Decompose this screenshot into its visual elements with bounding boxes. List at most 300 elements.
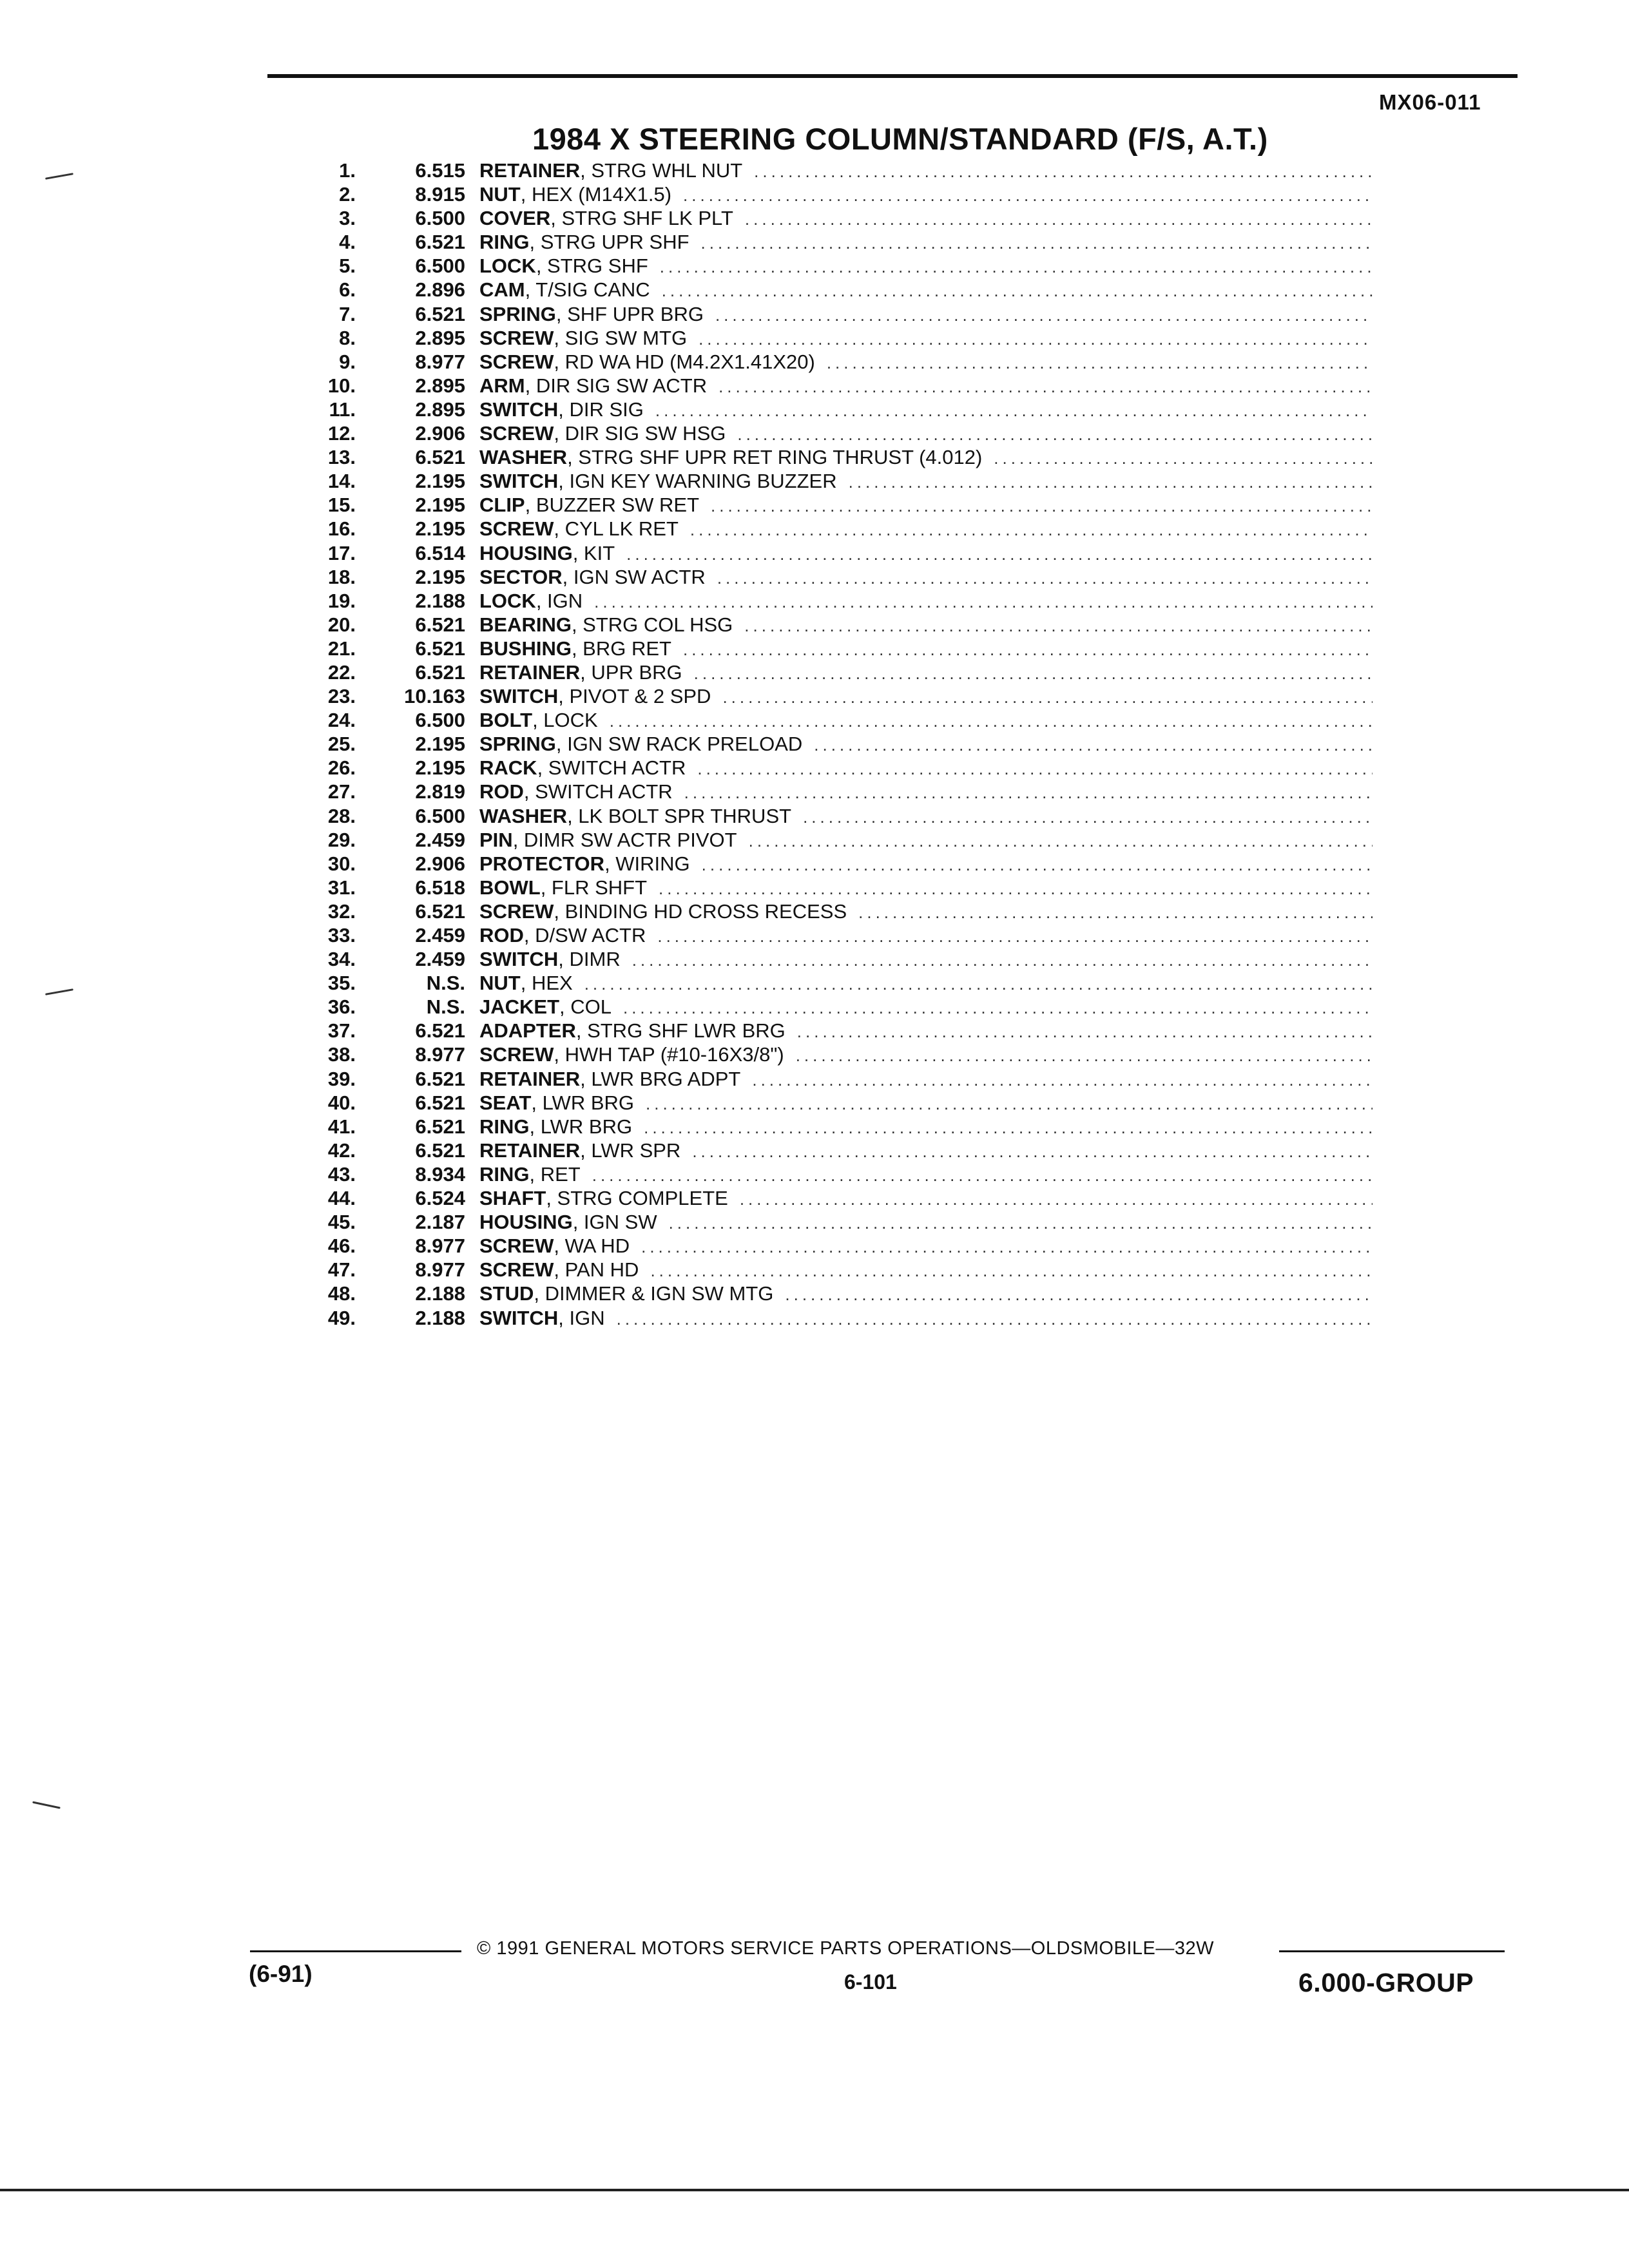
- part-detail: , LWR BRG: [531, 1091, 634, 1114]
- part-detail: , DIMMER & IGN SW MTG: [534, 1282, 774, 1305]
- group-label: 6.000-GROUP: [1298, 1968, 1474, 1997]
- part-name: SPRING: [479, 302, 556, 325]
- part-group-number: 2.195: [415, 470, 465, 493]
- part-description: [479, 613, 1373, 638]
- part-detail: , CYL LK RET: [554, 517, 679, 541]
- dot-leader: [740, 1187, 1373, 1211]
- part-name: NUT: [479, 183, 521, 206]
- part-index: 33.: [327, 924, 356, 947]
- revision-date: (6-91): [249, 1961, 313, 1987]
- dot-leader: [617, 1307, 1373, 1331]
- part-detail: , HEX: [520, 972, 573, 995]
- part-row: [316, 732, 1373, 756]
- part-description: [479, 828, 1373, 853]
- part-group-number: 2.895: [415, 374, 465, 397]
- part-detail: , PIVOT & 2 SPD: [558, 685, 711, 708]
- part-description: [479, 254, 1373, 279]
- part-detail: , IGN: [535, 589, 583, 612]
- dot-leader: [797, 1020, 1373, 1044]
- part-index: 24.: [327, 709, 356, 732]
- part-name: COVER: [479, 207, 551, 230]
- part-row: [316, 469, 1373, 493]
- part-description: [479, 923, 1373, 948]
- part-detail: , BUZZER SW RET: [525, 494, 700, 517]
- part-index: 37.: [327, 1019, 356, 1043]
- dot-leader: [711, 494, 1373, 518]
- part-name: RING: [479, 1115, 530, 1138]
- part-detail: , STRG WHL NUT: [580, 159, 743, 182]
- part-group-number: 10.163: [404, 685, 465, 708]
- part-description: [479, 684, 1373, 709]
- part-row: [316, 1186, 1373, 1210]
- part-row: [316, 493, 1373, 517]
- part-group-number: 2.195: [415, 756, 465, 780]
- part-row: [316, 852, 1373, 876]
- part-row: [316, 326, 1373, 350]
- part-description: [479, 326, 1373, 351]
- part-name: ROD: [479, 780, 524, 803]
- part-index: 48.: [327, 1282, 356, 1305]
- part-detail: , LWR SPR: [580, 1139, 681, 1162]
- part-row: [316, 947, 1373, 971]
- part-index: 20.: [327, 613, 356, 636]
- part-index: 44.: [327, 1187, 356, 1210]
- part-description: [479, 876, 1373, 901]
- part-index: 5.: [339, 255, 356, 278]
- part-row: [316, 1019, 1373, 1043]
- part-description: [479, 852, 1373, 877]
- part-name: PIN: [479, 828, 513, 851]
- part-group-number: 8.977: [415, 1043, 465, 1066]
- part-name: HOUSING: [479, 541, 573, 564]
- part-index: 34.: [327, 948, 356, 971]
- part-row: [316, 995, 1373, 1019]
- part-description: [479, 589, 1373, 614]
- part-row: [316, 1067, 1373, 1091]
- part-row: [316, 971, 1373, 995]
- dot-leader: [994, 447, 1373, 470]
- part-detail: , LWR BRG ADPT: [580, 1067, 741, 1090]
- dot-leader: [692, 1140, 1373, 1164]
- dot-leader: [745, 207, 1373, 231]
- part-group-number: 8.977: [415, 1235, 465, 1258]
- part-group-number: 6.514: [415, 541, 465, 564]
- part-name: ROD: [479, 924, 524, 947]
- part-detail: , SWITCH ACTR: [523, 780, 673, 803]
- part-description: [479, 182, 1373, 207]
- dot-leader: [849, 470, 1373, 494]
- document-id: MX06-011: [1379, 90, 1481, 114]
- part-group-number: 6.521: [415, 302, 465, 325]
- part-index: 42.: [327, 1139, 356, 1162]
- dot-leader: [683, 638, 1373, 662]
- part-name: SCREW: [479, 1258, 554, 1282]
- part-group-number: 6.521: [415, 446, 465, 469]
- part-name: RETAINER: [479, 660, 581, 684]
- part-name: RING: [479, 231, 530, 254]
- part-row: [316, 1115, 1373, 1139]
- part-row: [316, 1282, 1373, 1305]
- part-index: 7.: [339, 302, 356, 325]
- part-index: 26.: [327, 756, 356, 780]
- dot-leader: [632, 948, 1373, 972]
- part-name: RETAINER: [479, 1067, 581, 1090]
- part-name: SCREW: [479, 1235, 554, 1258]
- part-name: RETAINER: [479, 1139, 581, 1162]
- part-name: LOCK: [479, 589, 536, 612]
- part-row: [316, 708, 1373, 732]
- part-index: 36.: [327, 995, 356, 1019]
- part-description: [479, 1139, 1373, 1164]
- part-description: [479, 374, 1373, 399]
- dot-leader: [827, 351, 1373, 375]
- part-name: SCREW: [479, 1043, 554, 1066]
- part-description: [479, 230, 1373, 255]
- part-detail: , STRG COMPLETE: [546, 1187, 728, 1210]
- part-name: LOCK: [479, 255, 536, 278]
- part-row: [316, 804, 1373, 828]
- part-group-number: 2.188: [415, 589, 465, 612]
- dot-leader: [752, 1068, 1373, 1092]
- part-name: SWITCH: [479, 948, 559, 971]
- part-name: RACK: [479, 756, 537, 780]
- part-group-number: 6.521: [415, 660, 465, 684]
- part-index: 46.: [327, 1235, 356, 1258]
- part-group-number: N.S.: [426, 995, 465, 1019]
- dot-leader: [660, 255, 1373, 279]
- dot-leader: [646, 1092, 1373, 1116]
- part-index: 17.: [327, 541, 356, 564]
- part-detail: , WA HD: [554, 1235, 630, 1258]
- part-group-number: 8.915: [415, 183, 465, 206]
- part-row: [316, 1043, 1373, 1066]
- part-group-number: 2.195: [415, 494, 465, 517]
- part-index: 9.: [339, 350, 356, 373]
- footer-rule-right: [1279, 1950, 1505, 1952]
- dot-leader: [701, 231, 1373, 255]
- part-index: 1.: [339, 159, 356, 182]
- part-index: 13.: [327, 446, 356, 469]
- dot-leader: [715, 303, 1373, 327]
- part-name: WASHER: [479, 804, 568, 827]
- copyright-notice: © 1991 GENERAL MOTORS SERVICE PARTS OPERATIONS—OLDSMOBILE—32W: [477, 1938, 1214, 1959]
- dot-leader: [657, 925, 1373, 948]
- dot-leader: [749, 829, 1373, 853]
- part-detail: , LWR BRG: [529, 1115, 633, 1138]
- part-group-number: N.S.: [426, 972, 465, 995]
- footer-rule-left: [250, 1950, 461, 1952]
- part-description: [479, 971, 1373, 996]
- part-index: 25.: [327, 733, 356, 756]
- part-row: [316, 613, 1373, 637]
- dot-leader: [796, 1044, 1373, 1068]
- part-group-number: 2.906: [415, 852, 465, 875]
- part-group-number: 6.524: [415, 1187, 465, 1210]
- part-index: 35.: [327, 972, 356, 995]
- part-name: BEARING: [479, 613, 572, 636]
- part-detail: , STRG COL HSG: [571, 613, 733, 636]
- dot-leader: [683, 184, 1373, 207]
- part-index: 22.: [327, 660, 356, 684]
- part-row: [316, 828, 1373, 852]
- dot-leader: [754, 160, 1373, 184]
- part-description: [479, 469, 1373, 494]
- part-index: 2.: [339, 183, 356, 206]
- part-detail: , SIG SW MTG: [554, 326, 688, 349]
- part-group-number: 6.521: [415, 899, 465, 923]
- part-group-number: 6.521: [415, 1067, 465, 1090]
- part-row: [316, 445, 1373, 469]
- part-name: SCREW: [479, 422, 554, 445]
- part-index: 10.: [327, 374, 356, 397]
- part-description: [479, 206, 1373, 231]
- part-detail: , HEX (M14X1.5): [520, 183, 672, 206]
- part-row: [316, 876, 1373, 899]
- dot-leader: [702, 853, 1373, 877]
- part-index: 27.: [327, 780, 356, 803]
- part-name: ADAPTER: [479, 1019, 576, 1043]
- part-row: [316, 398, 1373, 421]
- part-row: [316, 541, 1373, 565]
- part-name: BUSHING: [479, 637, 572, 660]
- part-detail: , DIR SIG SW ACTR: [525, 374, 708, 397]
- part-name: SWITCH: [479, 1306, 559, 1329]
- part-group-number: 6.500: [415, 255, 465, 278]
- part-group-number: 2.819: [415, 780, 465, 803]
- part-index: 23.: [327, 685, 356, 708]
- part-description: [479, 493, 1373, 518]
- part-name: SCREW: [479, 326, 554, 349]
- part-row: [316, 589, 1373, 613]
- part-index: 21.: [327, 637, 356, 660]
- part-detail: , SWITCH ACTR: [537, 756, 686, 780]
- part-detail: , IGN: [558, 1306, 605, 1329]
- part-description: [479, 995, 1373, 1020]
- part-row: [316, 1091, 1373, 1115]
- part-description: [479, 1091, 1373, 1116]
- part-name: SWITCH: [479, 398, 559, 421]
- part-group-number: 2.906: [415, 422, 465, 445]
- part-group-number: 6.521: [415, 1019, 465, 1043]
- dot-leader: [659, 877, 1373, 901]
- part-name: SPRING: [479, 733, 556, 756]
- part-row: [316, 254, 1373, 278]
- part-row: [316, 684, 1373, 708]
- part-name: WASHER: [479, 446, 568, 469]
- part-name: RETAINER: [479, 159, 581, 182]
- margin-mark: [45, 988, 73, 995]
- part-row: [316, 374, 1373, 398]
- part-detail: , STRG UPR SHF: [529, 231, 689, 254]
- part-row: [316, 756, 1373, 780]
- part-index: 40.: [327, 1091, 356, 1114]
- parts-list: [316, 159, 1373, 1330]
- part-detail: , BINDING HD CROSS RECESS: [554, 899, 847, 923]
- part-name: SECTOR: [479, 565, 563, 588]
- part-row: [316, 780, 1373, 803]
- part-name: ARM: [479, 374, 525, 397]
- part-detail: , RET: [529, 1162, 581, 1186]
- part-description: [479, 804, 1373, 829]
- part-description: [479, 708, 1373, 733]
- dot-leader: [684, 781, 1373, 805]
- part-group-number: 6.521: [415, 1139, 465, 1162]
- part-description: [479, 1019, 1373, 1044]
- part-description: [479, 445, 1373, 470]
- part-group-number: 6.518: [415, 876, 465, 899]
- part-detail: , WIRING: [604, 852, 690, 875]
- part-group-number: 2.188: [415, 1306, 465, 1329]
- dot-leader: [814, 733, 1373, 757]
- part-name: SCREW: [479, 517, 554, 541]
- part-group-number: 6.521: [415, 231, 465, 254]
- dot-leader: [594, 590, 1373, 614]
- part-name: CLIP: [479, 494, 525, 517]
- part-detail: , LOCK: [532, 709, 598, 732]
- part-row: [316, 182, 1373, 206]
- part-group-number: 2.459: [415, 948, 465, 971]
- dot-leader: [718, 375, 1373, 399]
- part-group-number: 6.500: [415, 207, 465, 230]
- part-description: [479, 1043, 1373, 1068]
- top-rule: [267, 74, 1518, 78]
- part-detail: , LK BOLT SPR THRUST: [567, 804, 792, 827]
- part-name: SCREW: [479, 899, 554, 923]
- part-detail: , COL: [559, 995, 612, 1019]
- part-detail: , IGN SW ACTR: [562, 565, 706, 588]
- part-description: [479, 899, 1373, 925]
- part-name: PROTECTOR: [479, 852, 605, 875]
- part-detail: , DIR SIG: [558, 398, 644, 421]
- part-index: 30.: [327, 852, 356, 875]
- part-description: [479, 1234, 1373, 1259]
- part-description: [479, 302, 1373, 327]
- part-group-number: 2.895: [415, 398, 465, 421]
- part-description: [479, 1162, 1373, 1187]
- part-index: 16.: [327, 517, 356, 541]
- part-detail: , PAN HD: [554, 1258, 639, 1282]
- dot-leader: [858, 901, 1373, 925]
- part-row: [316, 1139, 1373, 1162]
- part-row: [316, 1234, 1373, 1258]
- part-detail: , SHF UPR BRG: [555, 302, 704, 325]
- part-detail: , DIMR SW ACTR PIVOT: [512, 828, 737, 851]
- part-row: [316, 1306, 1373, 1330]
- part-index: 18.: [327, 565, 356, 588]
- part-name: SHAFT: [479, 1187, 546, 1210]
- part-row: [316, 159, 1373, 182]
- part-detail: , IGN SW: [572, 1211, 657, 1234]
- part-index: 38.: [327, 1043, 356, 1066]
- part-description: [479, 1186, 1373, 1211]
- dot-leader: [694, 662, 1373, 686]
- dot-leader: [744, 614, 1373, 638]
- part-description: [479, 780, 1373, 805]
- part-description: [479, 350, 1373, 375]
- part-description: [479, 637, 1373, 662]
- part-detail: , UPR BRG: [580, 660, 682, 684]
- part-row: [316, 1210, 1373, 1234]
- part-index: 11.: [329, 398, 356, 421]
- dot-leader: [785, 1283, 1373, 1307]
- part-row: [316, 278, 1373, 302]
- part-detail: , BRG RET: [571, 637, 671, 660]
- part-description: [479, 1282, 1373, 1307]
- part-group-number: 2.459: [415, 828, 465, 851]
- part-row: [316, 230, 1373, 254]
- part-index: 8.: [339, 326, 356, 349]
- part-detail: , STRG SHF LWR BRG: [575, 1019, 786, 1043]
- part-name: SWITCH: [479, 470, 559, 493]
- part-group-number: 8.934: [415, 1162, 465, 1186]
- part-group-number: 6.521: [415, 613, 465, 636]
- part-description: [479, 421, 1373, 447]
- part-row: [316, 350, 1373, 374]
- part-group-number: 2.896: [415, 278, 465, 302]
- part-description: [479, 159, 1373, 184]
- part-group-number: 2.895: [415, 326, 465, 349]
- part-description: [479, 398, 1373, 423]
- part-index: 6.: [339, 278, 356, 302]
- part-index: 12.: [327, 422, 356, 445]
- part-index: 47.: [327, 1258, 356, 1282]
- part-row: [316, 1162, 1373, 1186]
- part-index: 15.: [327, 494, 356, 517]
- part-group-number: 6.515: [415, 159, 465, 182]
- margin-mark: [32, 1801, 61, 1809]
- part-description: [479, 1258, 1373, 1283]
- part-description: [479, 1210, 1373, 1235]
- part-detail: , KIT: [572, 541, 615, 564]
- part-description: [479, 1306, 1373, 1331]
- part-group-number: 8.977: [415, 350, 465, 373]
- bottom-rule: [0, 2189, 1629, 2191]
- part-index: 41.: [327, 1115, 356, 1138]
- part-detail: , RD WA HD (M4.2X1.41X20): [554, 350, 815, 373]
- dot-leader: [699, 327, 1373, 351]
- part-group-number: 2.459: [415, 924, 465, 947]
- dot-leader: [584, 972, 1373, 996]
- part-group-number: 6.500: [415, 804, 465, 827]
- part-description: [479, 947, 1373, 972]
- part-index: 39.: [327, 1067, 356, 1090]
- dot-leader: [737, 423, 1373, 447]
- part-description: [479, 756, 1373, 781]
- dot-leader: [655, 399, 1373, 423]
- dot-leader: [650, 1259, 1373, 1283]
- part-index: 31.: [327, 876, 356, 899]
- part-index: 49.: [327, 1306, 356, 1329]
- part-description: [479, 517, 1373, 542]
- part-name: BOLT: [479, 709, 533, 732]
- page-title: 1984 X STEERING COLUMN/STANDARD (F/S, A.T.): [532, 122, 1268, 156]
- part-index: 3.: [339, 207, 356, 230]
- part-name: JACKET: [479, 995, 560, 1019]
- part-description: [479, 565, 1373, 590]
- dot-leader: [623, 996, 1373, 1020]
- part-detail: , DIR SIG SW HSG: [554, 422, 726, 445]
- part-detail: , STRG SHF LK PLT: [550, 207, 733, 230]
- part-name: SEAT: [479, 1091, 532, 1114]
- part-description: [479, 1115, 1373, 1140]
- part-row: [316, 660, 1373, 684]
- dot-leader: [717, 566, 1373, 590]
- part-detail: , DIMR: [558, 948, 621, 971]
- part-index: 4.: [339, 231, 356, 254]
- part-row: [316, 923, 1373, 947]
- part-name: SWITCH: [479, 685, 559, 708]
- part-group-number: 2.195: [415, 733, 465, 756]
